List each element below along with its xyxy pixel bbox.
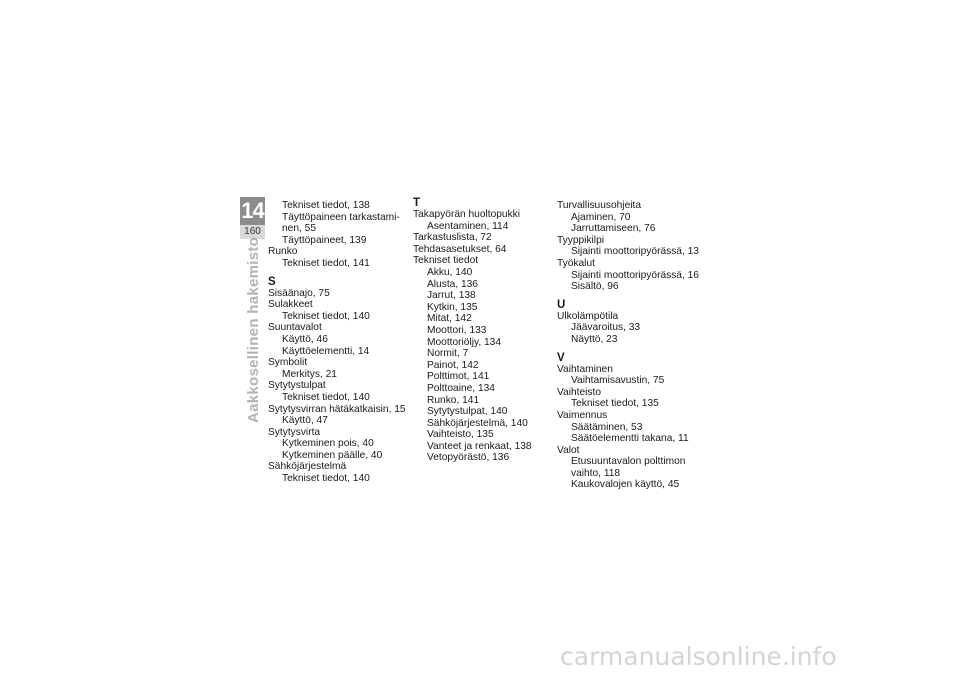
index-entry: Tekniset tiedot [413,255,479,267]
index-entry: Suuntavalot [268,322,322,334]
index-subentry: Painot, 142 [427,359,479,371]
index-entry: Takapyörän huoltopukki [413,209,521,220]
index-subentry: Säätöelementti takana, 11 [571,433,689,445]
index-subentry: Täyttöpaineen tarkastami- [282,211,400,223]
index-column-3 [557,200,699,491]
index-subentry: Tekniset tiedot, 140 [282,310,370,322]
index-subentry: Vetopyörästö, 136 [427,452,510,464]
index-subentry: Kytkeminen päälle, 40 [282,449,383,461]
index-entry: Vaihtaminen [557,363,613,375]
index-subentry: Tekniset tiedot, 138 [282,200,370,211]
index-subentry: Merkitys, 21 [282,368,337,380]
index-entry: Turvallisuusohjeita [557,200,641,211]
index-entry: Työkalut [557,257,595,269]
index-entry: Vaihteisto [557,386,601,398]
index-entry: Sähköjärjestelmä [268,461,347,473]
index-subentry: Polttoaine, 134 [427,382,495,394]
chapter-number: 14 [241,198,264,223]
side-title: Aakkosellinen hakemisto [245,236,262,423]
index-subentry: Näyttö, 23 [571,333,618,345]
index-subentry: Runko, 141 [427,394,480,406]
index-subentry: Käyttöelementti, 14 [282,345,370,357]
index-subentry: Vanteet ja renkaat, 138 [427,440,532,452]
index-subentry: Moottori, 133 [427,324,487,336]
index-subentry: Tekniset tiedot, 135 [571,398,659,410]
index-entry: Sytytysvirran hätäkatkaisin, 15 [268,403,406,415]
index-subentry: Kytkeminen pois, 40 [282,438,374,450]
index-entry: Tyyppikilpi [557,234,604,246]
index-subentry: Akku, 140 [427,266,473,278]
index-entry: Tehdasasetukset, 64 [413,243,507,255]
index-subentry: Sähköjärjestelmä, 140 [427,417,528,429]
index-subentry: Tekniset tiedot, 140 [282,391,370,403]
index-letter-heading: V [557,351,565,364]
index-subentry: Kytkin, 135 [427,301,478,313]
index-entry: Runko [268,246,298,258]
index-column-2 [413,197,532,464]
index-subentry: Jarrut, 138 [427,290,476,302]
index-entry: Ulkolämpötila [557,310,619,322]
index-subentry: Sijainti moottoripyörässä, 13 [571,246,699,258]
index-entry: Sytytystulpat [268,380,326,392]
index-subentry: Sytytystulpat, 140 [427,406,508,418]
index-subentry: Mitat, 142 [427,313,472,325]
index-subentry: Kaukovalojen käyttö, 45 [571,479,680,491]
index-letter-heading: U [557,298,566,311]
index-entry: Valot [557,444,580,456]
index-subentry: nen, 55 [282,223,316,235]
index-subentry: Jäävaroitus, 33 [571,322,641,334]
index-subentry: Vaihtamisavustin, 75 [571,375,665,387]
index-letter-heading: S [268,275,276,288]
index-subentry: Tekniset tiedot, 140 [282,473,370,485]
index-entry: Sytytysvirta [268,426,321,438]
index-subentry: Täyttöpaineet, 139 [282,234,367,246]
index-subentry: Asentaminen, 114 [427,220,509,232]
index-subentry: Normit, 7 [427,348,469,360]
index-subentry: Vaihteisto, 135 [427,429,494,441]
index-subentry: Polttimot, 141 [427,371,490,383]
index-subentry: Säätäminen, 53 [571,421,643,433]
index-subentry: Sisältö, 96 [571,281,619,293]
index-subentry: Jarruttamiseen, 76 [571,223,656,235]
index-column-1 [268,200,406,485]
index-subentry: vaihto, 118 [571,467,621,479]
index-subentry: Ajaminen, 70 [571,211,631,223]
index-subentry: Alusta, 136 [427,278,478,290]
index-subentry: Moottoriöljy, 134 [427,336,501,348]
index-subentry: Sijainti moottoripyörässä, 16 [571,269,699,281]
watermark: carmanualsonline.info [560,642,837,671]
index-subentry: Etusuuntavalon polttimon [571,456,686,468]
index-subentry: Käyttö, 46 [282,333,328,345]
index-letter-heading: T [413,197,421,209]
index-entry: Symbolit [268,357,308,369]
index-entry: Sulakkeet [268,299,313,311]
index-entry: Tarkastuslista, 72 [413,232,492,244]
index-entry: Vaimennus [557,409,608,421]
page-number: 160 [244,226,261,237]
index-subentry: Käyttö, 47 [282,415,328,427]
index-entry: Sisäänajo, 75 [268,287,330,299]
index-subentry: Tekniset tiedot, 141 [282,257,370,269]
